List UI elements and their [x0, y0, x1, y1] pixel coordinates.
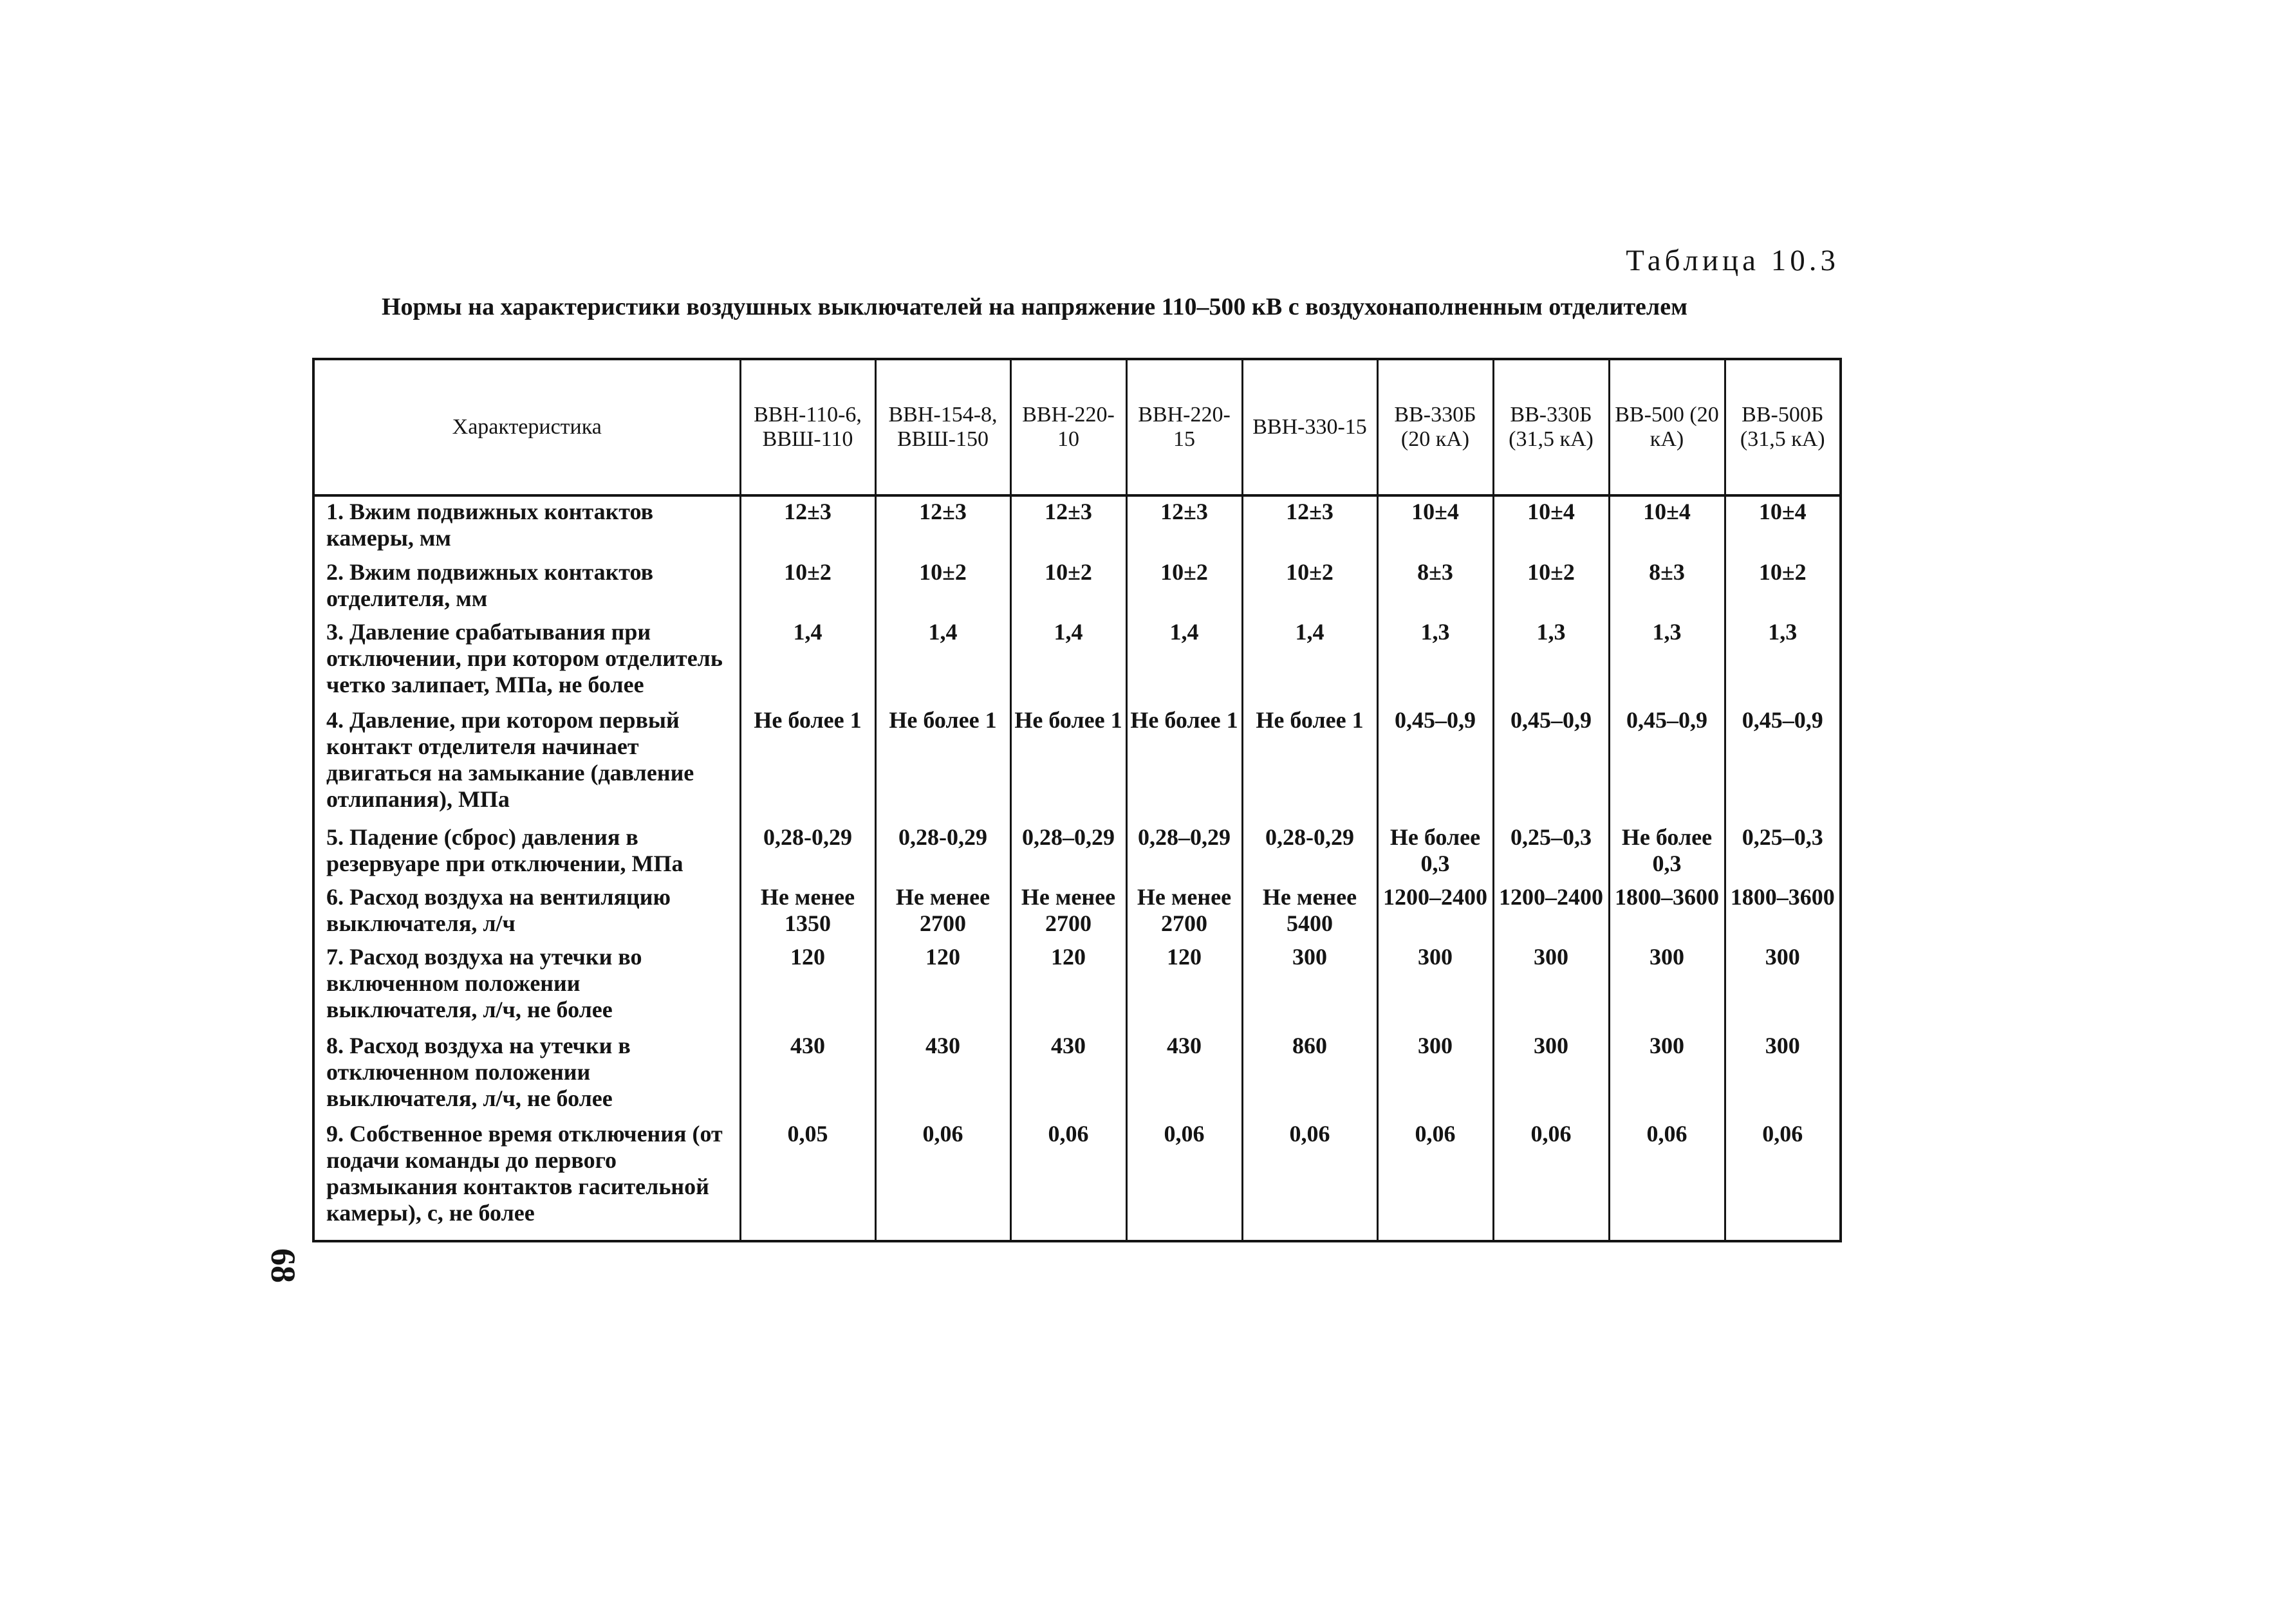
header-vv-500-20ka: ВВ-500 (20 кА): [1609, 359, 1725, 495]
value-cell: 1,3: [1609, 617, 1725, 705]
value-cell: 0,45–0,9: [1377, 705, 1493, 822]
page-number: 68: [264, 1248, 302, 1283]
value-cell: 0,06: [1377, 1119, 1493, 1241]
table-title: Нормы на характеристики воздушных выключателей на напряжение 110–500 кВ с воздухонаполненным отделителем: [382, 293, 1687, 320]
value-cell: 10±4: [1725, 495, 1841, 557]
value-cell: Не менее 2700: [1010, 882, 1126, 942]
value-cell: 10±4: [1609, 495, 1725, 557]
characteristic-cell: 2. Вжим подвижных контактов отделителя, мм: [313, 557, 740, 617]
value-cell: 10±2: [740, 557, 875, 617]
value-cell: 300: [1493, 1031, 1609, 1119]
value-cell: 120: [740, 942, 875, 1030]
header-vv-330b-20ka: ВВ-330Б (20 кА): [1377, 359, 1493, 495]
value-cell: 860: [1242, 1031, 1377, 1119]
value-cell: 0,06: [1242, 1119, 1377, 1241]
header-row: [313, 359, 1841, 495]
header-vv-330b-31ka: ВВ-330Б (31,5 кА): [1493, 359, 1609, 495]
value-cell: 430: [1010, 1031, 1126, 1119]
value-cell: 1,4: [1126, 617, 1242, 705]
value-cell: 430: [875, 1031, 1010, 1119]
value-cell: 1800–3600: [1609, 882, 1725, 942]
value-cell: 430: [740, 1031, 875, 1119]
value-cell: 0,28-0,29: [740, 822, 875, 882]
value-cell: 1,3: [1377, 617, 1493, 705]
value-cell: Не менее 2700: [1126, 882, 1242, 942]
value-cell: Не более 1: [1126, 705, 1242, 822]
value-cell: 0,45–0,9: [1609, 705, 1725, 822]
table-row: [313, 882, 1841, 942]
value-cell: 300: [1609, 942, 1725, 1030]
table-body: [313, 495, 1841, 1241]
value-cell: 10±2: [875, 557, 1010, 617]
value-cell: 300: [1377, 1031, 1493, 1119]
value-cell: 1,3: [1493, 617, 1609, 705]
value-cell: 10±2: [1725, 557, 1841, 617]
characteristic-cell: 5. Падение (сброс) давления в резервуаре при отключении, МПа: [313, 822, 740, 882]
value-cell: 12±3: [875, 495, 1010, 557]
value-cell: 0,28–0,29: [1010, 822, 1126, 882]
value-cell: 0,06: [875, 1119, 1010, 1241]
value-cell: Не более 1: [875, 705, 1010, 822]
value-cell: 12±3: [1010, 495, 1126, 557]
value-cell: 1,4: [875, 617, 1010, 705]
value-cell: 1200–2400: [1493, 882, 1609, 942]
characteristic-cell: 6. Расход воздуха на вентиляцию выключателя, л/ч: [313, 882, 740, 942]
value-cell: 120: [1010, 942, 1126, 1030]
table-row: [313, 617, 1841, 705]
value-cell: 430: [1126, 1031, 1242, 1119]
value-cell: 1200–2400: [1377, 882, 1493, 942]
table-row: [313, 942, 1841, 1030]
value-cell: 0,06: [1609, 1119, 1725, 1241]
value-cell: Не менее 5400: [1242, 882, 1377, 942]
value-cell: Не менее 2700: [875, 882, 1010, 942]
value-cell: 10±4: [1377, 495, 1493, 557]
value-cell: 300: [1242, 942, 1377, 1030]
value-cell: 12±3: [1126, 495, 1242, 557]
value-cell: 10±2: [1493, 557, 1609, 617]
characteristic-cell: 3. Давление срабатывания при отключении, при котором отделитель четко залипает, МПа, не более: [313, 617, 740, 705]
characteristic-cell: 4. Давление, при котором первый контакт отделителя начинает двигаться на замыкание (давление отлипания), МПа: [313, 705, 740, 822]
value-cell: Не более 1: [740, 705, 875, 822]
value-cell: 300: [1725, 1031, 1841, 1119]
value-cell: Не менее 1350: [740, 882, 875, 942]
table-label: Таблица 10.3: [1626, 244, 1839, 277]
value-cell: 0,28-0,29: [1242, 822, 1377, 882]
value-cell: 10±4: [1493, 495, 1609, 557]
value-cell: 0,05: [740, 1119, 875, 1241]
value-cell: 12±3: [1242, 495, 1377, 557]
value-cell: 1,3: [1725, 617, 1841, 705]
value-cell: Не более 0,3: [1377, 822, 1493, 882]
value-cell: 8±3: [1377, 557, 1493, 617]
value-cell: 0,06: [1725, 1119, 1841, 1241]
header-vvn-330-15: ВВН-330-15: [1242, 359, 1377, 495]
table-row: [313, 1031, 1841, 1119]
characteristic-cell: 8. Расход воздуха на утечки в отключенном положении выключателя, л/ч, не более: [313, 1031, 740, 1119]
value-cell: 0,06: [1126, 1119, 1242, 1241]
value-cell: 10±2: [1010, 557, 1126, 617]
value-cell: 0,25–0,3: [1493, 822, 1609, 882]
header-vvn-220-15: ВВН-220-15: [1126, 359, 1242, 495]
value-cell: 0,45–0,9: [1725, 705, 1841, 822]
table-row: [313, 705, 1841, 822]
value-cell: 0,06: [1493, 1119, 1609, 1241]
value-cell: 300: [1377, 942, 1493, 1030]
characteristic-cell: 9. Собственное время отключения (от подачи команды до первого размыкания контактов гасительной камеры), с, не более: [313, 1119, 740, 1241]
value-cell: 120: [875, 942, 1010, 1030]
characteristics-table: [312, 358, 1842, 1242]
value-cell: 0,45–0,9: [1493, 705, 1609, 822]
value-cell: Не более 1: [1242, 705, 1377, 822]
value-cell: 120: [1126, 942, 1242, 1030]
value-cell: 1800–3600: [1725, 882, 1841, 942]
value-cell: Не более 1: [1010, 705, 1126, 822]
table-row: [313, 1119, 1841, 1241]
header-vvn-220-10: ВВН-220-10: [1010, 359, 1126, 495]
value-cell: 1,4: [740, 617, 875, 705]
characteristic-cell: 1. Вжим подвижных контактов камеры, мм: [313, 495, 740, 557]
value-cell: 1,4: [1242, 617, 1377, 705]
table-row: [313, 822, 1841, 882]
header-vvn-110-6: ВВН-110-6, ВВШ-110: [740, 359, 875, 495]
value-cell: 12±3: [740, 495, 875, 557]
value-cell: 10±2: [1126, 557, 1242, 617]
value-cell: 10±2: [1242, 557, 1377, 617]
value-cell: Не более 0,3: [1609, 822, 1725, 882]
value-cell: 0,28-0,29: [875, 822, 1010, 882]
header-vvn-154-8: ВВН-154-8, ВВШ-150: [875, 359, 1010, 495]
value-cell: 300: [1725, 942, 1841, 1030]
header-vv-500b-31ka: ВВ-500Б (31,5 кА): [1725, 359, 1841, 495]
characteristic-cell: 7. Расход воздуха на утечки во включенном положении выключателя, л/ч, не более: [313, 942, 740, 1030]
value-cell: 300: [1609, 1031, 1725, 1119]
table-row: [313, 557, 1841, 617]
value-cell: 0,06: [1010, 1119, 1126, 1241]
value-cell: 0,28–0,29: [1126, 822, 1242, 882]
header-characteristic: Характеристика: [313, 359, 740, 495]
value-cell: 0,25–0,3: [1725, 822, 1841, 882]
table-row: [313, 495, 1841, 557]
value-cell: 8±3: [1609, 557, 1725, 617]
value-cell: 300: [1493, 942, 1609, 1030]
value-cell: 1,4: [1010, 617, 1126, 705]
